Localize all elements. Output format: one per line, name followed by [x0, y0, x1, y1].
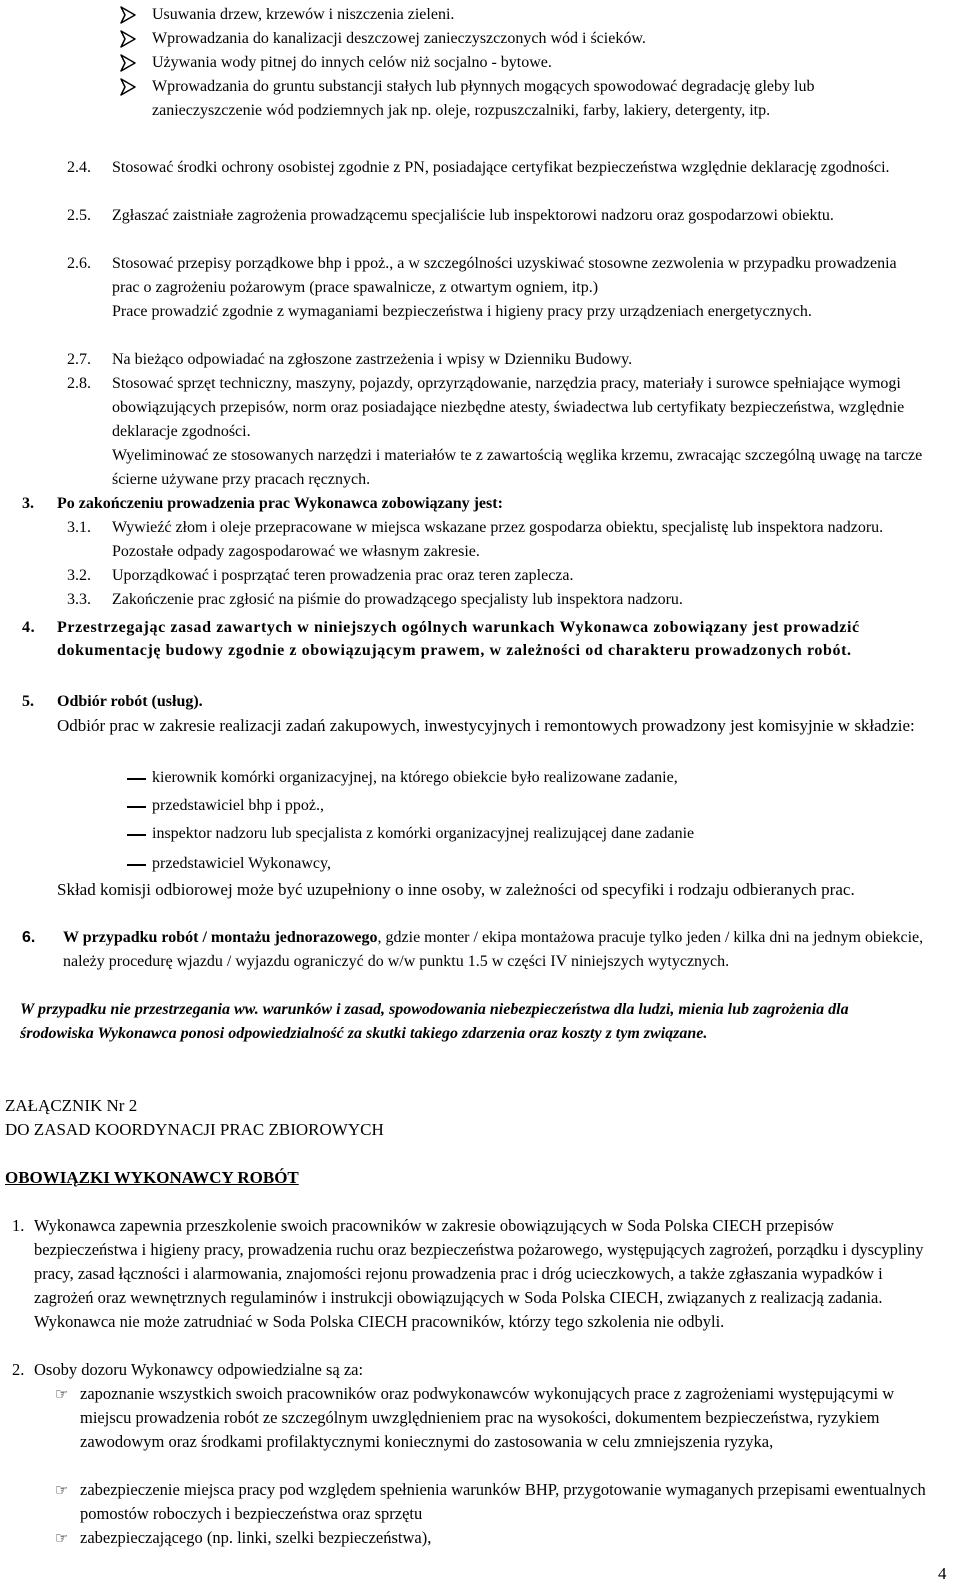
arrow-bullet-icon [118, 77, 138, 97]
list-item-text: zapoznanie wszystkich swoich pracowników oraz podwykonawców wykonujących prace z zagrożeniami występującymi w miejscu prowadzenia robót ze szczególnym uwzględnieniem prac na wysokości, dokumentem bezpieczeństwa, ryzykiem zawodowym oraz środkami profilaktycznymi koniecznymi do zastosowania w celu zmniejszenia ryzyka, [80, 1384, 895, 1451]
section-heading [22, 616, 922, 662]
item-text: Uporządkować i posprzątać teren prowadzenia prac oraz teren zaplecza. [112, 567, 574, 584]
numbered-item [67, 516, 927, 564]
dash-bullet-icon [127, 806, 146, 808]
list-item-text: Wprowadzania do gruntu substancji stałych lub płynnych mogących spowodować degradację gleby lub zanieczyszczenie wód podziemnych jak np. oleje, rozpuszczalniki, farby, lakiery, detergenty, itp. [152, 78, 815, 119]
item-number: 2.5. [67, 207, 91, 224]
section-number: 5. [22, 693, 34, 710]
dash-bullet-icon [127, 778, 146, 780]
annex-line: ZAŁĄCZNIK Nr 2 [5, 1096, 138, 1115]
item-number: 1. [12, 1216, 25, 1235]
list-item-text: Usuwania drzew, krzewów i niszczenia zieleni. [152, 6, 455, 23]
list-item [127, 822, 927, 846]
section-title: Odbiór robót (usług). [57, 693, 203, 710]
list-item [127, 794, 927, 818]
section-heading [22, 492, 922, 516]
pointing-hand-icon: ☞ [55, 1529, 69, 1547]
numbered-item [67, 156, 927, 180]
list-item-text: kierownik komórki organizacyjnej, na którego obiekcie było realizowane zadanie, [152, 769, 678, 786]
section-number: 6. [22, 929, 36, 946]
item-text: Stosować przepisy porządkowe bhp i ppoż., a w szczególności uzyskiwać stosowne zezwolenia w przypadku prowadzenia prac o zagrożeniu pożarowym (prace spawalnicze, z otwartym ogniem, itp.) [112, 255, 897, 296]
list-item [55, 1382, 940, 1454]
list-item [55, 1526, 940, 1550]
item-text: Wykonawca zapewnia przeszkolenie swoich pracowników w zakresie obowiązujących w Soda Polska CIECH przepisów bezpieczeństwa i higieny pracy, prowadzenia ruchu oraz bezpieczeństwa pożarowego, występujących zagrożeń, porządku i dyscypliny pracy, zasad łączności i alarmowania, znajomości rejonu prowadzenia prac i dróg ucieczkowych, a także zgłaszania wypadków i zagrożeń oraz wewnętrznych regulaminów i instrukcji obowiązujących w Soda Polska CIECH, związanych z realizacją zadania. Wykonawca nie może zatrudniać w Soda Polska CIECH pracowników, którzy tego szkolenia nie odbyli. [34, 1216, 924, 1331]
annex-line: DO ZASAD KOORDYNACJI PRAC ZBIOROWYCH [5, 1120, 384, 1139]
pointing-hand-icon: ☞ [55, 1481, 69, 1499]
section-text: Przestrzegając zasad zawartych w niniejszych ogólnych warunkach Wykonawca zobowiązany jest prowadzić dokumentację budowy zgodnie z obowiązującym prawem, w zależności od charakteru prowadzonych robót. [57, 619, 860, 659]
section-title: Po zakończeniu prowadzenia prac Wykonawca zobowiązany jest: [57, 495, 503, 512]
section-number: 3. [22, 495, 34, 512]
list-item-text: przedstawiciel Wykonawcy, [152, 855, 331, 872]
item-number: 3.2. [67, 567, 91, 584]
list-item-text: Wprowadzania do kanalizacji deszczowej zanieczyszczonych wód i ścieków. [152, 30, 646, 47]
item-text-extra: Wyeliminować ze stosowanych narzędzi i materiałów te z zawartością węglika krzemu, zwracając szczególną uwagę na tarcze ścierne używane przy pracach ręcznych. [112, 447, 923, 488]
item-text: Stosować środki ochrony osobistej zgodnie z PN, posiadające certyfikat bezpieczeństwa względnie deklarację zgodności. [112, 159, 890, 176]
item-text: Stosować sprzęt techniczny, maszyny, pojazdy, oprzyrządowanie, narzędzia pracy, materiały i surowce spełniające wymogi obowiązujących przepisów, norm oraz posiadające niezbędne atesty, świadectwa lub certyfikaty bezpieczeństwa, względnie deklaracje zgodności. [112, 375, 905, 440]
item-number: 2.4. [67, 159, 91, 176]
item-number: 2.8. [67, 375, 91, 392]
section-heading [22, 690, 922, 714]
section-bold-lead: W przypadku robót / montażu jednorazowego [63, 929, 378, 946]
item-text-extra: Prace prowadzić zgodnie z wymaganiami bezpieczeństwa i higieny pracy przy urządzeniach energetycznych. [112, 303, 812, 320]
list-item [122, 3, 922, 27]
list-item [127, 852, 927, 876]
numbered-item [67, 252, 927, 324]
item-number: 2.7. [67, 351, 91, 368]
numbered-item [67, 372, 927, 492]
numbered-item [67, 588, 927, 612]
item-text: Osoby dozoru Wykonawcy odpowiedzialne są za: [34, 1360, 364, 1379]
list-item-text: inspektor nadzoru lub specjalista z komórki organizacyjnej realizującej dane zadanie [152, 825, 695, 842]
liability-warning: W przypadku nie przestrzegania ww. warunków i zasad, spowodowania niebezpieczeństwa dla ludzi, mienia lub zagrożenia dla środowiska Wykonawca ponosi odpowiedzialność za skutki takiego zdarzenia oraz koszty z tym związane. [20, 1001, 849, 1042]
list-item-text: zabezpieczenie miejsca pracy pod względem spełnienia warunków BHP, przygotowanie wymaganych przepisami ewentualnych pomostów roboczych i bezpieczeństwa oraz sprzętu [80, 1480, 926, 1523]
list-item-text: Używania wody pitnej do innych celów niż socjalno - bytowe. [152, 54, 552, 71]
numbered-item [12, 1214, 927, 1334]
arrow-bullet-icon [118, 53, 138, 73]
list-item [122, 75, 922, 123]
arrow-bullet-icon [118, 5, 138, 25]
numbered-item [12, 1358, 927, 1382]
item-number: 2.6. [67, 255, 91, 272]
item-text: Zgłaszać zaistniałe zagrożenia prowadzącemu specjaliście lub inspektorowi nadzoru oraz gospodarzowi obiektu. [112, 207, 834, 224]
section-text [63, 926, 927, 974]
item-text: Zakończenie prac zgłosić na piśmie do prowadzącego specjalisty lub inspektora nadzoru. [112, 591, 683, 608]
section-item [22, 926, 927, 974]
paragraph: Odbiór prac w zakresie realizacji zadań zakupowych, inwestycyjnych i remontowych prowadzony jest komisyjnie w składzie: [57, 716, 915, 735]
list-item [127, 766, 927, 790]
paragraph: Skład komisji odbiorowej może być uzupełniony o inne osoby, w zależności od specyfiki i rodzaju odbieranych prac. [57, 880, 855, 899]
dash-bullet-icon [127, 864, 146, 866]
numbered-item [67, 204, 927, 228]
dash-bullet-icon [127, 834, 146, 836]
list-item-text: przedstawiciel bhp i ppoż., [152, 797, 324, 814]
section-body: , gdzie monter / ekipa montażowa pracuje tylko jeden / kilka dni na jednym obiekcie, należy procedurę wjazdu / wyjazdu ograniczyć do w/w punktu 1.5 w części IV niniejszych wytycznych. [63, 929, 924, 970]
section-number: 4. [22, 619, 36, 636]
list-item [55, 1478, 940, 1526]
list-item [122, 51, 922, 75]
item-text: Wywieźć złom i oleje przepracowane w miejsca wskazane przez gospodarza obiektu, specjalistę lub inspektora nadzoru. Pozostałe odpady zagospodarować we własnym zakresie. [112, 519, 884, 560]
numbered-item [67, 564, 927, 588]
pointing-hand-icon: ☞ [55, 1385, 69, 1403]
annex-title: OBOWIĄZKI WYKONAWCY ROBÓT [5, 1168, 299, 1187]
item-number: 2. [12, 1360, 25, 1379]
item-number: 3.3. [67, 591, 91, 608]
list-item-text: zabezpieczającego (np. linki, szelki bezpieczeństwa), [80, 1528, 432, 1547]
list-item [122, 27, 922, 51]
item-number: 3.1. [67, 519, 91, 536]
item-text: Na bieżąco odpowiadać na zgłoszone zastrzeżenia i wpisy w Dzienniku Budowy. [112, 351, 633, 368]
page-number: 4 [938, 1564, 947, 1583]
numbered-item [67, 348, 927, 372]
arrow-bullet-icon [118, 29, 138, 49]
